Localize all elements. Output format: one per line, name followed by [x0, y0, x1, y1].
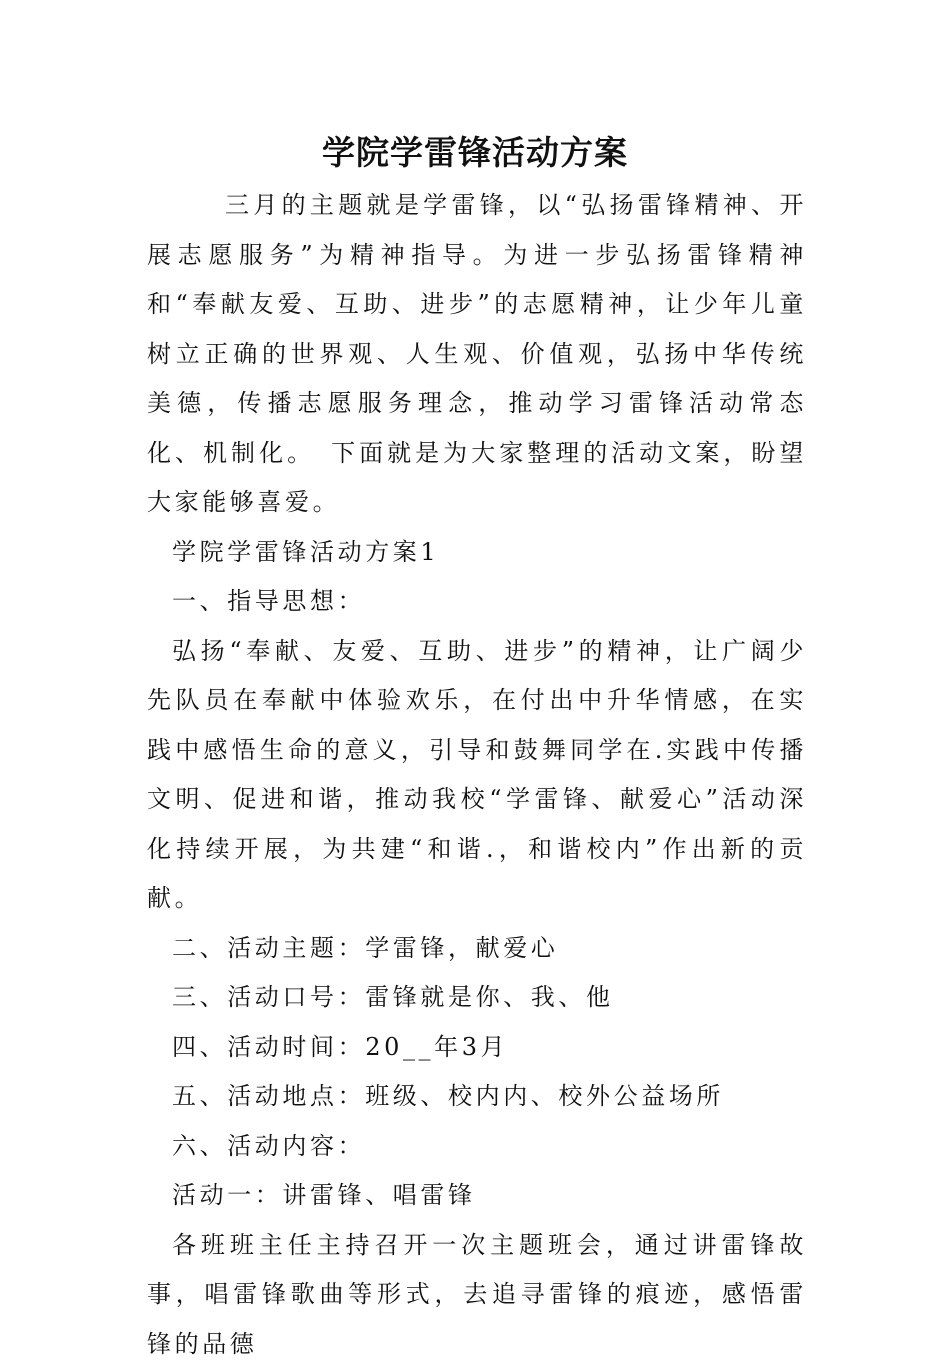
document-title: 学院学雷锋活动方案 — [0, 128, 950, 178]
section-heading-activity-content: 六、活动内容： — [147, 1122, 807, 1172]
activity-slogan-line: 三、活动口号：雷锋就是你、我、他 — [147, 973, 807, 1023]
guiding-thought-paragraph: 弘扬“奉献、友爱、互助、进步”的精神，让广阔少先队员在奉献中体验欢乐，在付出中升华情感，在实践中感悟生命的意义，引导和鼓舞同学在.实践中传播文明、促进和谐，推动我校“学雷锋、献爱心”活动深化持续开展，为共建“和谐.，和谐校内”作出新的贡献。 — [147, 627, 807, 924]
document-body — [147, 181, 807, 1369]
section-heading-guiding-thought: 一、指导思想： — [147, 577, 807, 627]
activity-one-paragraph: 各班班主任主持召开一次主题班会，通过讲雷锋故事，唱雷锋歌曲等形式，去追寻雷锋的痕迹，感悟雷锋的品德 — [147, 1221, 807, 1369]
intro-paragraph: 三月的主题就是学雷锋，以“弘扬雷锋精神、开展志愿服务”为精神指导。为进一步弘扬雷锋精神和“奉献友爱、互助、进步”的志愿精神，让少年儿童树立正确的世界观、人生观、价值观，弘扬中华传统美德，传播志愿服务理念，推动学习雷锋活动常态化、机制化。 下面就是为大家整理的活动文案，盼望大家能够喜爱。 — [147, 181, 807, 528]
activity-one-heading: 活动一：讲雷锋、唱雷锋 — [147, 1171, 807, 1221]
activity-theme-line: 二、活动主题：学雷锋，献爱心 — [147, 924, 807, 974]
plan-heading: 学院学雷锋活动方案1 — [147, 528, 807, 578]
activity-time-line: 四、活动时间：20__年3月 — [147, 1023, 807, 1073]
activity-location-line: 五、活动地点：班级、校内内、校外公益场所 — [147, 1072, 807, 1122]
